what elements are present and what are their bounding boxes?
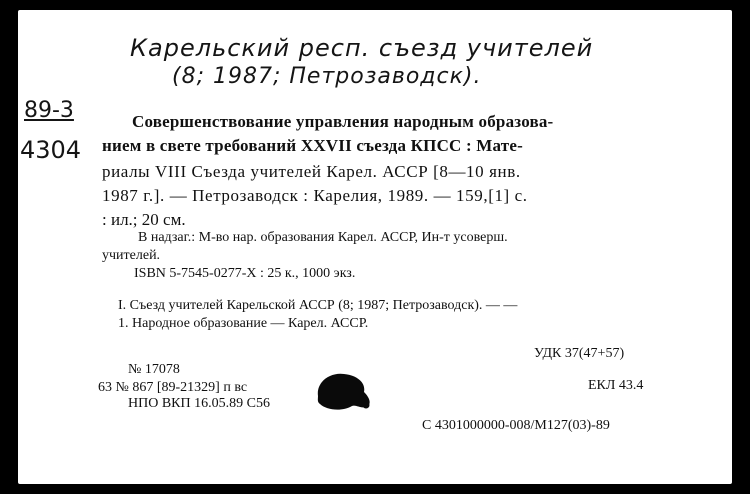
catalog-card (18, 10, 732, 484)
title-line-1: Совершенствование управления народным образова- (132, 112, 554, 131)
note-line-1: В надзаг.: М-во нар. образования Карел. АССР, Ин-т усоверш. (138, 230, 508, 245)
note-line-2: учителей. (102, 248, 161, 263)
order-number: № 17078 (128, 362, 180, 377)
subjects-line-1: I. Съезд учителей Карельской АССР (8; 1987; Петрозаводск). — — (118, 298, 518, 313)
title-line-2: нием в свете требований XXVII съезда КПСС : Мате- (102, 136, 523, 155)
print-line: 63 № 867 [89-21329] п вс (98, 380, 248, 395)
handwritten-heading-line2: (8; 1987; Петрозаводск). (172, 64, 482, 89)
collation-line: : ил.; 20 см. (102, 210, 186, 229)
publisher-line: НПО ВКП 16.05.89 С56 (128, 396, 270, 411)
shelf-mark-top: 89-3 (24, 98, 74, 123)
ink-blot (312, 366, 374, 412)
classification-code: С 4301000000-008/М127(03)-89 (422, 418, 610, 433)
subjects-line-2: 1. Народное образование — Карел. АССР. (118, 316, 369, 331)
handwritten-heading-line1: Карельский респ. съезд учителей (130, 34, 594, 62)
title-line-3: риалы VIII Съезда учителей Карел. АССР [8—10 янв. (102, 162, 521, 181)
ekl-code: ЕКЛ 43.4 (588, 378, 644, 393)
isbn-line: ISBN 5-7545-0277-X : 25 к., 1000 экз. (134, 266, 356, 281)
shelf-mark-bottom: 4304 (20, 136, 82, 164)
udc-code: УДК 37(47+57) (534, 346, 625, 361)
imprint-line: 1987 г.]. — Петрозаводск : Карелия, 1989. — 159,[1] с. (102, 186, 528, 205)
